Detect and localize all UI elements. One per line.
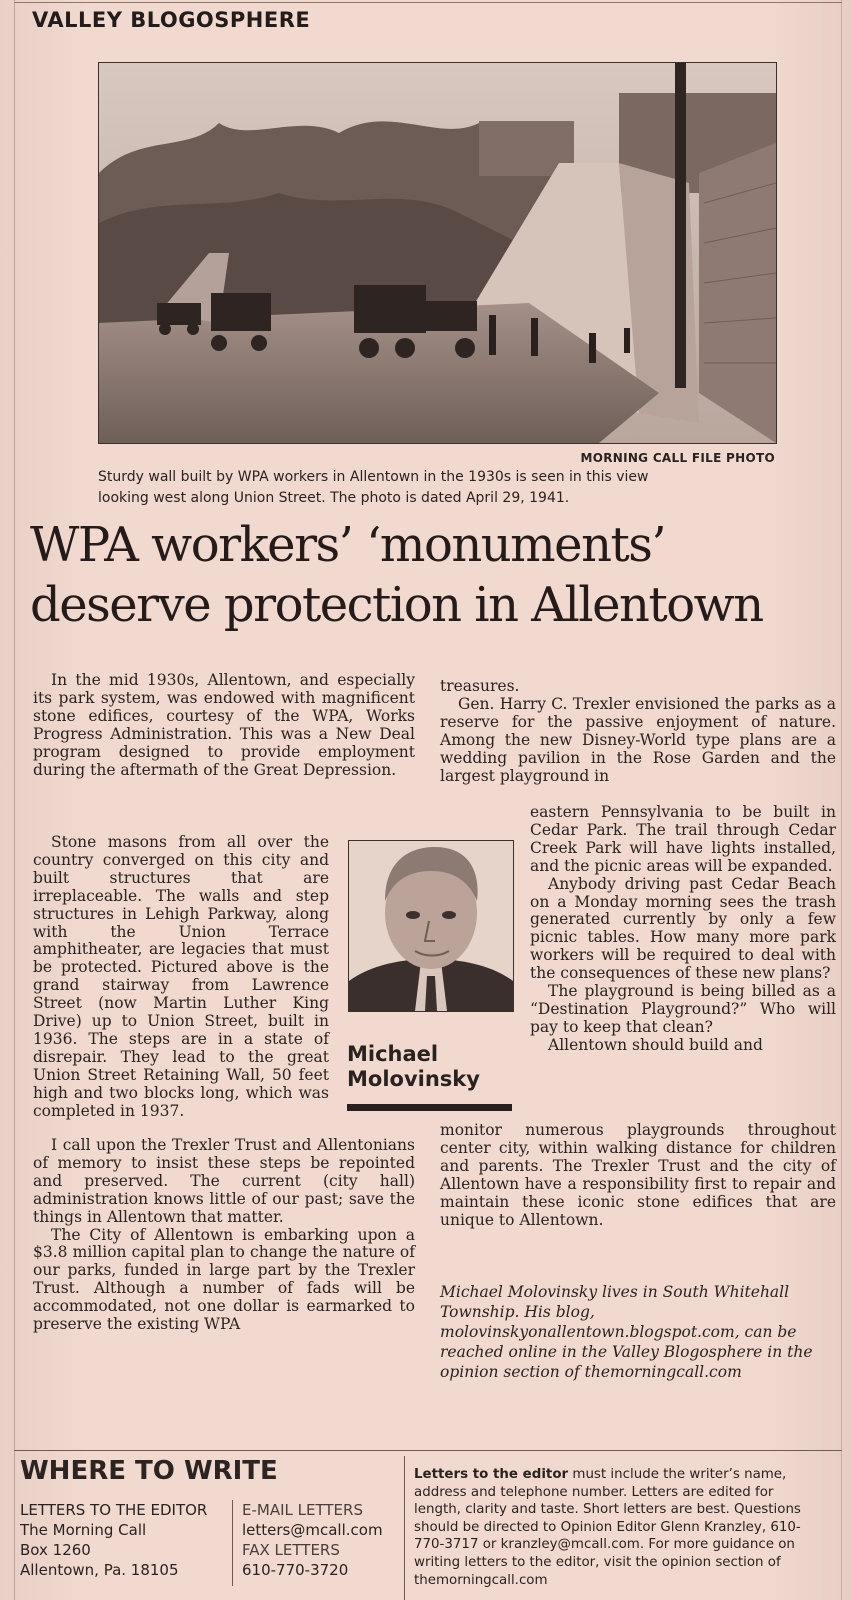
top-rule: [14, 2, 842, 3]
author-portrait: [348, 840, 514, 1012]
caption-line: looking west along Union Street. The photo is dated April 29, 1941.: [98, 490, 570, 506]
author-tagline: Michael Molovinsky lives in South Whitehall Township. His blog, molovinskyonallentown.blogspot.com, can be reached online in the Valley Blogosphere in the opinion section of themorningcall.com: [440, 1283, 813, 1381]
clipping-edge-right: [841, 0, 842, 1600]
mail-line: Box 1260: [20, 1541, 91, 1559]
mailing-address: [20, 1500, 230, 1580]
headline: [30, 515, 840, 635]
column-divider: [404, 1456, 405, 1600]
author-last-name: Molovinsky: [347, 1067, 480, 1091]
contact-info: [242, 1500, 402, 1580]
paragraph: treasures.: [440, 677, 520, 695]
paragraph: Allentown should build and: [548, 1035, 763, 1054]
paragraph: The City of Allentown is embarking upon a $3.8 million capital plan to change the nature of our parks, funded in large part by the Trexler Trust. Although a number of fads will be accommodated, not one dollar is earmarked to preserve the existing WPA: [33, 1225, 415, 1334]
paragraph: eastern Pennsylvania to be built in Cedar Park. The trail through Cedar Creek Park will have lights installed, and the picnic areas will be expanded.: [530, 803, 836, 875]
section-kicker: VALLEY BLOGOSPHERE: [32, 8, 311, 32]
article-column-1-narrow: [33, 834, 329, 1121]
email-label: E-MAIL LETTERS: [242, 1501, 363, 1519]
paragraph: In the mid 1930s, Allentown, and especially its park system, was endowed with magnificent stone edifices, courtesy of the WPA, Works Progress Administration. This was a New Deal program designed to provide employment during the aftermath of the Great Depression.: [33, 671, 415, 779]
paragraph: monitor numerous playgrounds throughout center city, within walking distance for children and parents. The Trexler Trust and the city of Allentown have a responsibility first to repair and maintain these iconic stone edifices that are unique to Allentown.: [440, 1121, 836, 1229]
author-byline: [347, 1042, 515, 1092]
footer-rule: [14, 1450, 842, 1451]
mail-label: LETTERS TO THE EDITOR: [20, 1501, 208, 1519]
column-divider: [232, 1500, 233, 1586]
email-address: letters@mcall.com: [242, 1521, 383, 1539]
author-first-name: Michael: [347, 1042, 439, 1066]
article-column-1-bottom: [33, 1137, 415, 1334]
historic-photo-union-street: [98, 62, 777, 444]
photo-caption: [98, 467, 798, 509]
where-to-write-heading: [20, 1456, 278, 1486]
fax-number: 610-770-3720: [242, 1561, 349, 1579]
headline-line: WPA workers’ ‘monuments’: [30, 517, 666, 573]
paragraph: The playground is being billed as a “Destination Playground?” Who will pay to keep that clean?: [530, 982, 836, 1036]
caption-line: Sturdy wall built by WPA workers in Allentown in the 1930s is seen in this view: [98, 469, 649, 485]
article-column-2-middle: [530, 804, 836, 1055]
paragraph: Gen. Harry C. Trexler envisioned the parks as a reserve for the passive enjoyment of nature. Among the new Disney-World type plans are a wedding pavilion in the Rose Garden and the largest playground in: [440, 694, 836, 785]
headline-line: deserve protection in Allentown: [30, 577, 763, 633]
article-column-2-top: [440, 678, 836, 785]
photo-illustration: [99, 63, 776, 443]
heading-part: WRITE: [183, 1456, 278, 1486]
paragraph: Stone masons from all over the country converged on this city and built structures that are irreplaceable. The walls and step structures in Lehigh Parkway, along with the Union Terrace amphitheater, are legacies that must be protected. Pictured above is the grand stairway from Lawrence Street (now Martin Luther King Drive) up to Union Street, built in 1936. The steps are in a state of disrepair. They lead to the great Union Street Retaining Wall, 50 feet high and two blocks long, which was completed in 1937.: [33, 833, 329, 1120]
mail-line: The Morning Call: [20, 1521, 147, 1539]
guidelines-lead: Letters to the editor: [414, 1467, 569, 1482]
guidelines-text: must include the writer’s name, address and telephone number. Letters are edited for length, clarity and taste. Short letters are best. Questions should be directed to Opinion Editor Glenn Kranzley, 610-770-3717 or kranzley@mcall.com. For more guidance on writing letters to the editor, visit the opinion section of themorningcall.com: [414, 1467, 801, 1588]
paragraph: I call upon the Trexler Trust and Allentonians of memory to insist these steps be repointed and preserved. The current (city hall) administration knows little of our past; save the things in Allentown that matter.: [33, 1136, 415, 1226]
article-column-1-top: [33, 672, 415, 779]
paragraph: Anybody driving past Cedar Beach on a Monday morning sees the trash generated currently by only a few picnic tables. How many more park workers will be required to deal with the consequences of these new plans?: [530, 874, 836, 983]
mail-line: Allentown, Pa. 18105: [20, 1561, 179, 1579]
clipping-edge-left: [14, 0, 15, 1600]
article-column-2-bottom: [440, 1122, 836, 1229]
photo-credit: MORNING CALL FILE PHOTO: [580, 451, 775, 465]
portrait-illustration: [349, 841, 513, 1011]
byline-rule: [347, 1104, 512, 1111]
letters-guidelines: [414, 1466, 822, 1589]
fax-label: FAX LETTERS: [242, 1541, 340, 1559]
heading-part: WHERE TO: [20, 1456, 175, 1486]
